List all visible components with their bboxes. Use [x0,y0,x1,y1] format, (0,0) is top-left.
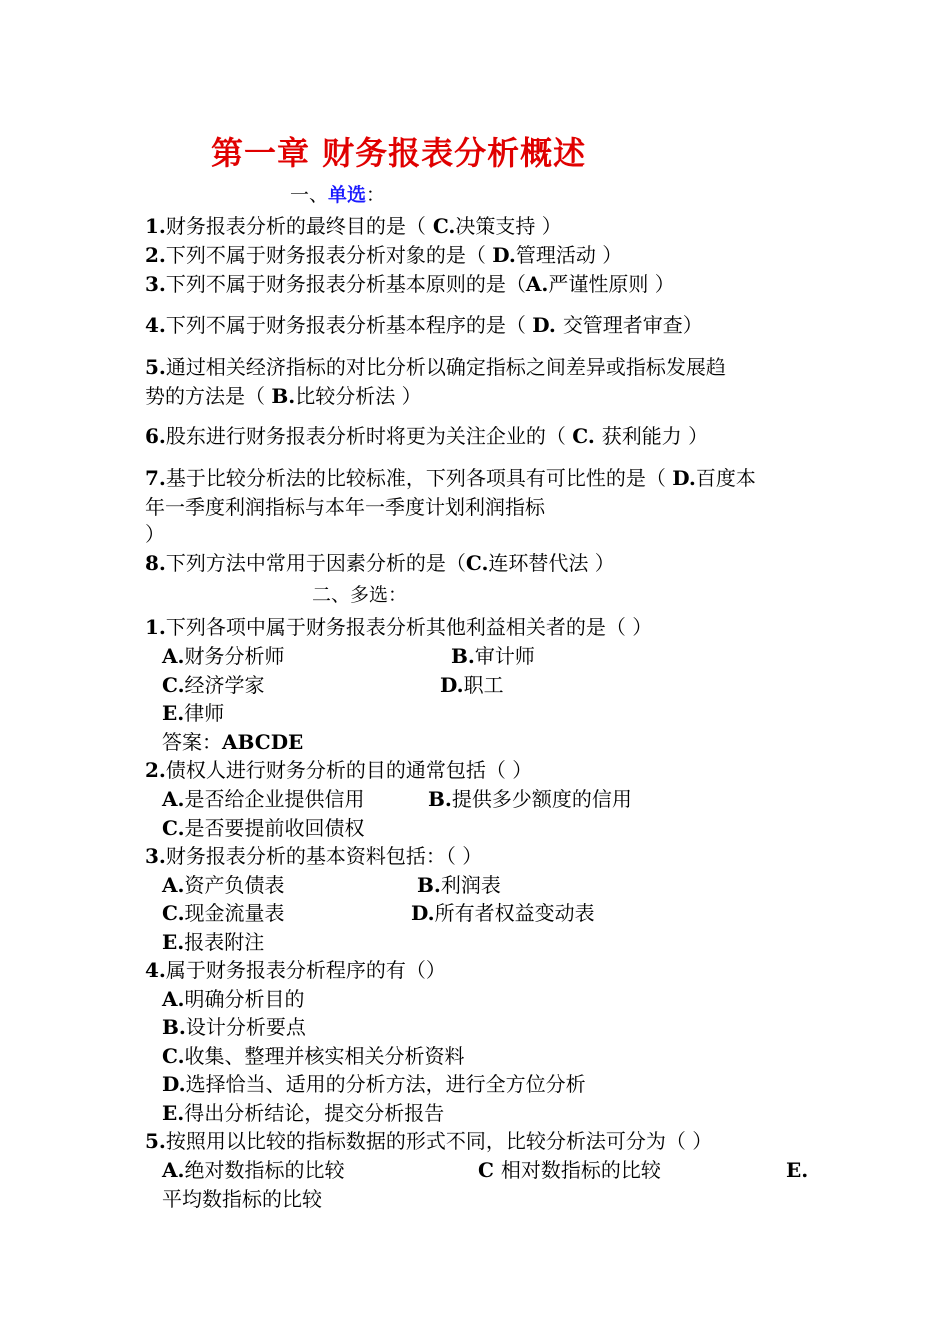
option-a: A.绝对数指标的比较 [162,1158,345,1182]
option-e-text: 平均数指标的比较 [162,1187,322,1211]
section-prefix: 一、 [290,184,329,206]
single-question-4: 4.下列不属于财务报表分析基本程序的是（ D. 交管理者审查） [145,313,703,337]
single-question-3: 3.下列不属于财务报表分析基本原则的是（A.严谨性原则 ） [145,272,675,296]
option-a: A.明确分析目的 [162,987,305,1011]
option-b: B.提供多少额度的信用 [428,787,632,811]
single-question-7-line3: ） [145,522,165,546]
single-question-6: 6.股东进行财务报表分析时将更为关注企业的（ C. 获利能力 ） [145,424,709,448]
option-c: C.现金流量表 [162,901,285,925]
multi-question-3: 3.财务报表分析的基本资料包括：（ ） [145,844,483,868]
multi-question-1: 1.下列各项中属于财务报表分析其他利益相关者的是（ ） [145,615,653,639]
multi-question-2: 2.债权人进行财务分析的目的通常包括（ ） [145,758,533,782]
single-question-7-line2: 年一季度利润指标与本年一季度计划利润指标 [145,495,545,519]
option-d: D.职工 [440,673,504,697]
option-e: E.得出分析结论，提交分析报告 [162,1101,445,1125]
option-d: D.选择恰当、适用的分析方法，进行全方位分析 [162,1072,586,1096]
section-suffix: ： [366,184,386,206]
page-title: 第一章 财务报表分析概述 [211,134,587,172]
option-a: A.财务分析师 [162,644,285,668]
single-question-7: 7.基于比较分析法的比较标准，下列各项具有可比性的是（ D.百度本 [145,466,756,490]
option-d: D.所有者权益变动表 [411,901,595,925]
answer-line: 答案：ABCDE [162,730,304,754]
option-e: E. [786,1158,809,1182]
option-c: C.收集、整理并核实相关分析资料 [162,1044,465,1068]
single-question-8: 8.下列方法中常用于因素分析的是（C.连环替代法 ） [145,551,615,575]
single-question-5-line2: 势的方法是（ B.比较分析法 ） [145,384,422,408]
option-b: B.设计分析要点 [162,1015,306,1039]
option-b: B.利润表 [417,873,501,897]
single-question-1: 1.财务报表分析的最终目的是（ C.决策支持 ） [145,214,562,238]
option-a: A.资产负债表 [162,873,285,897]
single-question-2: 2.下列不属于财务报表分析对象的是（ D.管理活动 ） [145,243,623,267]
section-multi-choice: 二、多选： [312,584,408,606]
multi-question-4: 4.属于财务报表分析程序的有（） [145,958,446,982]
section-label: 单选 [328,184,367,206]
option-c: C.是否要提前收回债权 [162,816,365,840]
option-c: C 相对数指标的比较 [478,1158,661,1182]
multi-question-5: 5.按照用以比较的指标数据的形式不同，比较分析法可分为（ ） [145,1129,713,1153]
option-c: C.经济学家 [162,673,265,697]
single-question-5: 5.通过相关经济指标的对比分析以确定指标之间差异或指标发展趋 [145,355,726,379]
section-single-choice [290,180,385,207]
option-e: E.报表附注 [162,930,265,954]
option-b: B.审计师 [451,644,535,668]
option-a: A.是否给企业提供信用 [162,787,365,811]
option-e: E.律师 [162,701,225,725]
